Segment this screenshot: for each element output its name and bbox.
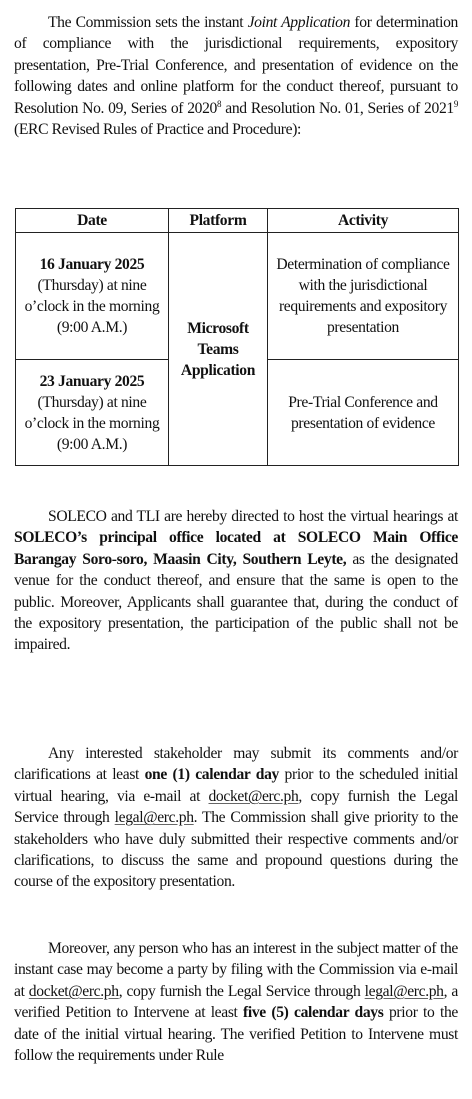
platform-line-3: Application [180, 361, 256, 379]
legal-email-link[interactable]: legal@erc.ph [114, 809, 194, 827]
date-bold: 23 January 2025 [39, 372, 145, 390]
intervention-text-4: prior to the date of the initial virtual hearing. The verified Petition to Intervene must follow the requirements under Rule [14, 1004, 458, 1065]
platform-cell [169, 233, 268, 466]
hearing-schedule-table [15, 208, 459, 466]
intervention-deadline-bold: five (5) calendar days [243, 1004, 384, 1022]
venue-location-bold: SOLECO’s principal office located at SOLECO Main Office Barangay Soro-soro, Maasin City, Southern Leyte, [14, 529, 458, 568]
joint-application-italic: Joint Application [247, 14, 351, 31]
footnote-ref-9[interactable]: 9 [453, 98, 458, 109]
legal-email-link[interactable]: legal@erc.ph [364, 982, 444, 1000]
date-time: (Thursday) at nine o’clock in the morning (9:00 A.M.) [24, 277, 160, 336]
intervention-paragraph [14, 938, 458, 1066]
venue-paragraph [14, 506, 458, 656]
date-bold: 16 January 2025 [39, 256, 145, 273]
intro-paragraph [14, 12, 458, 140]
stakeholder-text-1: Any interested stakeholder may submit its comments and/or clarifications at least [14, 745, 458, 784]
table-header-row [16, 209, 459, 233]
intervention-text-3: , a verified Petition to Intervene at least [14, 982, 458, 1022]
date-cell [16, 233, 169, 360]
platform-line-1: Microsoft [187, 319, 249, 337]
table-row [16, 233, 459, 360]
activity-cell: Pre-Trial Conference and presentation of evidence [268, 360, 459, 466]
docket-email-link[interactable]: docket@erc.ph [28, 982, 119, 1000]
stakeholder-text-2: prior to the scheduled initial virtual hearing, via e-mail at [14, 766, 458, 805]
date-time: (Thursday) at nine o’clock in the morning (9:00 A.M.) [24, 393, 160, 453]
deadline-bold: one (1) calendar day [144, 766, 279, 784]
intro-text-2: for determination of compliance with the jurisdictional requirements, expository presentation, Pre-Trial Conference, and presentation of evidence on the following dates and online platform for the conduct thereof, pursuant to Resolution No. 09, Series of 2020 [14, 14, 458, 117]
stakeholder-text-4: . The Commission shall give priority to the stakeholders who have duly submitted their respective comments and/or clarifications, to discuss the same and propound questions during the course of the expository presentation. [14, 809, 458, 891]
intervention-text-2: , copy furnish the Legal Service through [118, 982, 365, 1000]
header-platform: Platform [169, 209, 268, 233]
docket-email-link[interactable]: docket@erc.ph [208, 787, 299, 805]
platform-line-2: Teams [197, 340, 239, 358]
intro-text-4: (ERC Revised Rules of Practice and Procedure): [14, 121, 302, 139]
header-activity: Activity [268, 209, 459, 233]
activity-cell: Determination of compliance with the jurisdictional requirements and expository presentation [268, 233, 459, 360]
footnote-ref-8[interactable]: 8 [217, 98, 222, 109]
stakeholder-text-3: , copy furnish the Legal Service through [14, 787, 458, 827]
header-date: Date [16, 209, 169, 233]
stakeholder-paragraph [14, 743, 458, 893]
venue-text-2: as the designated venue for the conduct thereof, and ensure that the same is open to the public. Moreover, Applicants shall guarantee that, during the conduct of the expository presentation, the participation of the public shall not be impaired. [14, 550, 458, 654]
venue-text-1: SOLECO and TLI are hereby directed to host the virtual hearings at [48, 508, 458, 525]
date-cell [16, 360, 169, 466]
intervention-text-1: Moreover, any person who has an interest in the subject matter of the instant case may become a party by filing with the Commission via e-mail at [14, 940, 458, 1000]
intro-text-1: The Commission sets the instant [48, 14, 248, 31]
intro-text-3: and Resolution No. 01, Series of 2021 [221, 99, 454, 117]
